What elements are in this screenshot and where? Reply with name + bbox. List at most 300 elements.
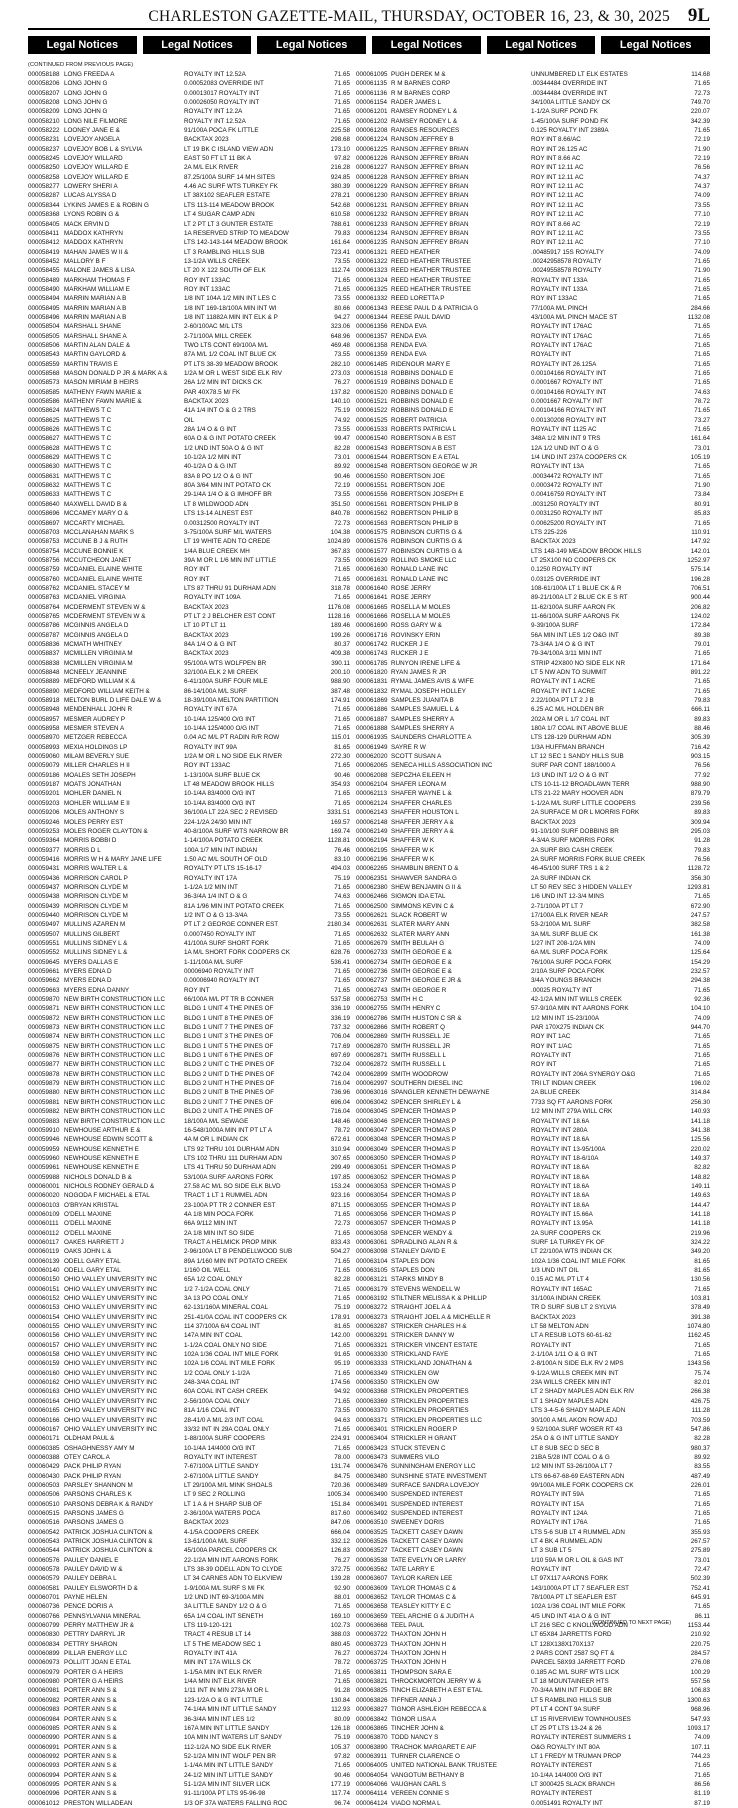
listing-amount: 161.64 xyxy=(330,239,350,247)
listing-row xyxy=(28,1135,350,1144)
listing-amount: 71.65 xyxy=(694,472,710,480)
listing-amount: 95.19 xyxy=(334,1360,350,1368)
listing-amount: 351.50 xyxy=(330,500,350,508)
listing-amount: 82.28 xyxy=(334,444,350,452)
listing-amount: 142.01 xyxy=(690,547,710,555)
listing-description: ROYALTY INT 176AC xyxy=(531,341,593,349)
listing-amount: 96.74 xyxy=(334,1799,350,1807)
listing-amount: 74.92 xyxy=(334,416,350,424)
listing-description: ROY INT 12.11 AC xyxy=(531,211,584,219)
listing-account: 000058405 xyxy=(28,220,60,228)
listing-amount: 105.37 xyxy=(330,1743,350,1751)
listing-account: 000060166 xyxy=(28,1416,60,1424)
listing-amount: 71.65 xyxy=(694,1603,710,1611)
listing-account: 000060736 xyxy=(28,1603,60,1611)
listing-description: ROYALTY INT xyxy=(531,351,572,359)
listing-amount: 73.55 xyxy=(334,911,350,919)
listing-amount: 72.73 xyxy=(334,519,350,527)
listing-account: 000060576 xyxy=(28,1556,60,1564)
listing-account: 000058504 xyxy=(28,323,60,331)
listing-account: 000060995 xyxy=(28,1780,60,1788)
listing-amount: 82.01 xyxy=(694,1379,710,1387)
listing-account: 000061135 xyxy=(356,80,388,88)
listing-amount: 71.65 xyxy=(694,1042,710,1050)
listing-row xyxy=(356,406,710,415)
listing-account: 000061226 xyxy=(356,155,388,163)
listing-account: 000060156 xyxy=(28,1332,60,1340)
listing-row xyxy=(356,528,710,537)
listing-description: 1-1/2A M/L SURF LITTLE COOPERS xyxy=(531,799,636,807)
listing-amount: 79.83 xyxy=(694,846,710,854)
listing-amount: 542.68 xyxy=(330,201,350,209)
listing-owner: MARTIN GAYLORD & xyxy=(64,351,127,359)
listing-account: 000058632 xyxy=(28,482,60,490)
listing-account: 000061518 xyxy=(356,370,388,377)
listing-owner: SMITH RUSSELL L xyxy=(391,1061,447,1069)
listing-account: 000062734 xyxy=(356,958,388,966)
listing-row xyxy=(28,1416,350,1425)
listing-account: 000059880 xyxy=(28,1089,60,1097)
listing-owner: LONG JOHN G xyxy=(64,89,108,97)
listing-row xyxy=(356,1677,710,1686)
listing-amount: 149.11 xyxy=(691,1182,710,1190)
listing-row xyxy=(28,1257,350,1266)
listing-amount: 1252.97 xyxy=(687,556,710,564)
listing-description: 167A MIN INT LITTLE SANDY xyxy=(184,1724,270,1732)
listing-owner: PORTER ANN S & xyxy=(64,1706,117,1714)
listing-amount: 149.63 xyxy=(690,1192,710,1200)
listing-row xyxy=(28,1359,350,1368)
listing-account: 000061743 xyxy=(356,650,388,658)
listing-amount: 275.89 xyxy=(690,1547,710,1555)
listing-owner: STILTNER MELISSA K & PHILLIP xyxy=(391,1295,487,1303)
listing-amount: 71.65 xyxy=(694,370,710,377)
listing-description: 0.0001667 ROYALTY INT xyxy=(531,379,603,387)
listing-row xyxy=(356,1004,710,1013)
listing-row xyxy=(28,948,350,957)
listing-account: 000058948 xyxy=(28,706,60,714)
listing-amount: 716.04 xyxy=(330,1080,350,1088)
listing-description: LT 20 X 122 SOUTH OF ELK xyxy=(184,267,266,275)
listing-row xyxy=(356,1546,710,1555)
listing-amount: 266.38 xyxy=(690,1388,710,1396)
listing-description: UNNUMBERED LT ELK ESTATES xyxy=(531,71,628,78)
listing-amount: 77.92 xyxy=(694,771,710,779)
listing-amount: 140.93 xyxy=(690,1108,710,1116)
listing-description: LT 9 SEC 2 ROLLING xyxy=(184,1491,246,1499)
listing-account: 000059910 xyxy=(28,1126,60,1134)
listing-account: 000061228 xyxy=(356,173,388,181)
listing-account: 000058754 xyxy=(28,547,60,555)
listing-amount: 1153.44 xyxy=(687,1622,710,1630)
listing-description: 24-1/2 MIN INT LITTLE SANDY xyxy=(184,1771,273,1779)
listing-amount: 80.37 xyxy=(334,640,350,648)
listing-amount: 71.65 xyxy=(334,1257,350,1265)
listing-owner: SMITH BEULAH G xyxy=(391,939,445,947)
listing-account: 000062380 xyxy=(356,883,388,891)
listing-description: 2A SURF INDIAN CK xyxy=(531,874,591,882)
masthead xyxy=(28,4,710,30)
listing-description: 11-66/100A SURF AARONS FK xyxy=(531,612,620,620)
listing-owner: VAUGHAN CARL S xyxy=(391,1780,446,1788)
listing-account: 000063121 xyxy=(356,1276,388,1284)
listing-owner: MASON DONALD P JR & MARK A & xyxy=(64,370,168,377)
listing-owner: SAMPLES JUANITA B xyxy=(391,697,454,705)
listing-account: 000063526 xyxy=(356,1537,388,1545)
listing-account: 000060993 xyxy=(28,1762,60,1770)
listing-owner: VANGOTUM BETHANY B xyxy=(391,1771,465,1779)
listing-description: 28-41/0 A M/L 2/3 INT COAL xyxy=(184,1416,264,1424)
listing-row xyxy=(28,930,350,939)
listing-amount: 720.36 xyxy=(330,1481,350,1489)
listing-amount: 71.65 xyxy=(334,1425,350,1433)
listing-row xyxy=(356,930,710,939)
listing-owner: ROBERTSON PHILIP B xyxy=(391,519,459,527)
listing-description: 102A 1/36 COAL INT MILE FORK xyxy=(531,1603,626,1611)
listing-row xyxy=(28,1444,350,1453)
listing-amount: 71.65 xyxy=(334,930,350,938)
listing-owner: SAMPLES SHERRY A xyxy=(391,715,455,723)
listing-description: ROYALTY INT 176AC xyxy=(531,332,593,340)
listing-row xyxy=(356,509,710,518)
listing-description: 4A M OR L INDIAN CK xyxy=(184,1136,249,1144)
listing-row xyxy=(356,1425,710,1434)
listing-amount: 71.65 xyxy=(694,127,710,135)
listing-amount: 900.44 xyxy=(690,594,710,602)
listing-amount: 115.01 xyxy=(331,734,350,742)
listing-account: 000060163 xyxy=(28,1388,60,1396)
listing-description: ROYALTY INT 15A xyxy=(531,1500,585,1508)
listing-owner: RANSON JEFFREY B xyxy=(391,136,454,144)
listing-amount: 104.38 xyxy=(330,528,350,536)
listing-account: 000063349 xyxy=(356,1369,388,1377)
listing-row xyxy=(356,238,710,247)
listing-description: ROYALTY INT 176A xyxy=(531,1519,588,1527)
listing-description: 10-1/4A 83/4000 O/G INT xyxy=(184,790,256,798)
listing-account: 000063609 xyxy=(356,1584,388,1592)
listing-description: PT LT 2 J BELCHER EST CONT xyxy=(184,612,276,620)
listing-description: 25A O & G INT LITTLE SANDY xyxy=(531,1435,619,1443)
listing-description: BACKTAX 2023 xyxy=(184,650,229,658)
listing-owner: PAYNE HELEN xyxy=(64,1594,108,1602)
listing-amount: 349.20 xyxy=(690,1248,710,1256)
listing-description: 1/4A BLUE CREEK MH xyxy=(184,547,250,555)
listing-amount: 92.36 xyxy=(694,996,710,1004)
listing-row xyxy=(28,220,350,229)
listing-amount: 189.46 xyxy=(330,622,350,630)
listing-row xyxy=(28,1574,350,1583)
listing-account: 000061233 xyxy=(356,220,388,228)
listing-account: 000061525 xyxy=(356,416,388,424)
listing-owner: REED HEATHER TRUSTEE xyxy=(391,276,471,284)
listing-amount: 372.75 xyxy=(330,1566,350,1573)
listing-row xyxy=(356,341,710,350)
listing-account: 000060160 xyxy=(28,1369,60,1377)
listing-description: TRI LT INDIAN CREEK xyxy=(531,1080,597,1088)
listing-owner: O'DELL MAXINE xyxy=(64,1220,112,1228)
listing-owner: ROBBINS DONALD E xyxy=(391,379,454,387)
listing-owner: LONG JOHN G xyxy=(64,80,108,88)
listing-description: LT 5 RAMBLING HILLS SUB xyxy=(531,1696,612,1704)
listing-account: 000063333 xyxy=(356,1360,388,1368)
continued-from-note: (CONTINUED FROM PREVIOUS PAGE) xyxy=(28,62,134,68)
listing-row xyxy=(28,248,350,257)
listing-description: ROYALTY INT 13A xyxy=(531,463,585,471)
listing-owner: MCDERMENT STEVEN W & xyxy=(64,612,146,620)
listing-owner: OSHAGHNESSY AMY M xyxy=(64,1444,135,1452)
listing-row xyxy=(28,668,350,677)
listing-amount: 73.01 xyxy=(694,444,710,452)
listing-account: 000061690 xyxy=(356,622,388,630)
listing-description: 4-3/4A SURF MORRIS FORK xyxy=(531,837,615,845)
listing-owner: ROBERTSON JOE xyxy=(391,482,445,490)
listing-row xyxy=(356,1191,710,1200)
listing-account: 000060117 xyxy=(28,1238,60,1246)
listing-amount: 73.55 xyxy=(334,426,350,434)
listing-amount: 141.18 xyxy=(690,1210,710,1218)
listing-row xyxy=(28,743,350,752)
listing-owner: MOLES ROGER CLAYTON & xyxy=(64,827,148,835)
listing-row xyxy=(356,640,710,649)
listing-account: 000058890 xyxy=(28,687,60,695)
listing-amount: 73.01 xyxy=(334,454,350,462)
listing-description: 0.00104166 ROYALTY INT xyxy=(531,388,607,396)
listing-row xyxy=(356,846,710,855)
listing-row xyxy=(356,733,710,742)
listing-description: 2A SURF MORRIS FORK BLUE CREEK xyxy=(531,855,646,863)
listing-description: 17/100A ELK RIVER NEAR xyxy=(531,911,609,919)
listing-account: 000059440 xyxy=(28,911,60,919)
listing-description: 10-1/4A 125/4000 O/G INT xyxy=(184,725,259,733)
listing-row xyxy=(356,1481,710,1490)
listing-row xyxy=(356,1275,710,1284)
listing-account: 000058207 xyxy=(28,89,60,97)
listing-amount: 71.65 xyxy=(334,883,350,891)
listing-description: 1-9/100A M/L SURF S MI FK xyxy=(184,1584,265,1592)
listing-owner: MOLES ANTHONY S xyxy=(64,809,125,817)
listing-amount: 880.45 xyxy=(330,1640,350,1648)
listing-description: 348A 1/2 MIN INT 9 TRS xyxy=(531,435,601,443)
listing-row xyxy=(28,902,350,911)
listing-account: 000059988 xyxy=(28,1173,60,1181)
listing-row xyxy=(356,771,710,780)
listing-amount: 706.51 xyxy=(690,584,710,592)
listing-owner: PORTER ANN S & xyxy=(64,1696,117,1704)
listing-amount: 71.65 xyxy=(694,323,710,331)
listing-account: 000060164 xyxy=(28,1397,60,1405)
listing-description: 2-56/100A COAL ONLY xyxy=(184,1397,250,1405)
continued-to-note: (CONTINUED TO NEXT PAGE) xyxy=(592,1620,672,1626)
listing-description: 39A M OR L 1/6 MIN INT LITTLE xyxy=(184,556,277,564)
listing-row xyxy=(356,285,710,294)
listing-account: 000058209 xyxy=(28,108,60,116)
listing-account: 000058245 xyxy=(28,155,60,163)
listing-owner: PARSONS DEBRA K & RANDY xyxy=(64,1500,154,1508)
listing-account: 000059551 xyxy=(28,939,60,947)
listing-row xyxy=(356,1126,710,1135)
listing-owner: SPANGLER KENNETH DEWAYNE xyxy=(391,1089,490,1097)
listing-description: TRACT 1 LT 1 RUMMEL ADN xyxy=(184,1192,268,1200)
listing-description: 100A 1/7 MIN INT INDIAN xyxy=(184,846,258,854)
listing-amount: 71.65 xyxy=(334,939,350,947)
listing-owner: MORRISON CLYDE M xyxy=(64,893,128,901)
listing-row xyxy=(356,1088,710,1097)
listing-row xyxy=(28,995,350,1004)
listing-owner: ROBERTSON PHILIP B xyxy=(391,500,459,508)
listing-row xyxy=(28,294,350,303)
listing-owner: TODD NANCY S xyxy=(391,1734,439,1742)
listing-amount: 82.82 xyxy=(694,1164,710,1172)
listing-row xyxy=(28,733,350,742)
listing-account: 000061716 xyxy=(356,631,388,639)
listing-description: 2A 1/8 MIN INT SO SIDE xyxy=(184,1229,255,1237)
listing-description: 60A O & G INT POTATO CREEK xyxy=(184,435,276,443)
listing-row xyxy=(28,1771,350,1780)
listing-row xyxy=(28,1182,350,1191)
listing-description: 108-61/100A LT 1 BLUE CK & R xyxy=(531,584,622,592)
listing-row xyxy=(356,1219,710,1228)
listing-owner: PATRICK JOSHUA CLINTON & xyxy=(64,1537,153,1545)
listing-row xyxy=(28,818,350,827)
listing-description: 248-3/4A COAL INT xyxy=(184,1379,240,1387)
listing-row xyxy=(356,519,710,528)
listing-description: 0.00625200 ROYALTY INT xyxy=(531,519,607,527)
listing-description: LTS 5-6 SUB LT 4 RUMMEL ADN xyxy=(531,1528,625,1536)
listing-amount: 75.19 xyxy=(334,1304,350,1312)
listing-description: .00249558578 ROYALTY xyxy=(531,267,602,275)
listing-description: ROY INT xyxy=(184,575,210,583)
listing-owner: NEW BIRTH CONSTRUCTION LLC xyxy=(64,996,165,1004)
listing-row xyxy=(28,1724,350,1733)
listing-account: 000063370 xyxy=(356,1407,388,1415)
listing-description: ROYALTY INT 13-95/100A xyxy=(531,1145,606,1153)
listing-account: 000063055 xyxy=(356,1201,388,1209)
listing-account: 000063652 xyxy=(356,1594,388,1602)
listing-row xyxy=(356,1444,710,1453)
listing-owner: MCNEELY JEANNINE xyxy=(64,669,127,676)
listing-row xyxy=(356,1658,710,1667)
listing-amount: 469.48 xyxy=(330,341,350,349)
listing-amount: 71.65 xyxy=(334,1397,350,1405)
listing-owner: LYKINS JAMES E & ROBIN G xyxy=(64,201,149,209)
listing-description: 0.04 AC M/L PT RADIN R/R ROW xyxy=(184,734,280,742)
listing-amount: 74.63 xyxy=(334,893,350,901)
listing-amount: 71.65 xyxy=(334,594,350,602)
listing-owner: SOUTHERN DIESEL INC xyxy=(391,1080,463,1088)
listing-account: 000063321 xyxy=(356,1341,388,1349)
listing-row xyxy=(28,210,350,219)
listing-amount: 284.66 xyxy=(690,304,710,312)
listing-account: 000058419 xyxy=(28,248,60,256)
listing-amount: 71.65 xyxy=(334,715,350,723)
listing-account: 000063049 xyxy=(356,1145,388,1153)
listing-owner: SUSPENDED INTEREST xyxy=(391,1500,464,1508)
listing-description: 3/4A YOUNGS BRANCH xyxy=(531,977,601,985)
listing-amount: 833.43 xyxy=(330,1238,350,1246)
listing-row xyxy=(356,1771,710,1780)
listing-description: 22-1/2A MIN INT AARONS FORK xyxy=(184,1556,279,1564)
listing-row xyxy=(28,350,350,359)
listing-owner: MAXWELL DAVID B & xyxy=(64,500,127,508)
listing-account: 000060510 xyxy=(28,1500,60,1508)
listing-description: 1/8 INT 11882A MIN INT ELK & P xyxy=(184,313,278,321)
listing-account: 000061631 xyxy=(356,575,388,583)
listing-description: ROY INT 12.11 AC xyxy=(531,164,584,172)
listing-amount: 71.65 xyxy=(694,1285,710,1293)
listing-owner: OHIO VALLEY UNIVERSITY INC xyxy=(64,1276,158,1284)
listing-amount: 81.19 xyxy=(694,1790,710,1798)
listing-owner: OHIO VALLEY UNIVERSITY INC xyxy=(64,1388,158,1396)
listing-account: 000059439 xyxy=(28,902,60,910)
listing-owner: MCDANIEL ELAINE WHITE xyxy=(64,566,143,574)
listing-row xyxy=(356,967,710,976)
listing-owner: OHIO VALLEY UNIVERSITY INC xyxy=(64,1379,158,1387)
listing-account: 000061227 xyxy=(356,164,388,172)
listing-row xyxy=(356,1472,710,1481)
listing-description: ROY INT 133AC xyxy=(184,276,231,284)
listing-row xyxy=(28,1565,350,1574)
listing-description: 1/10 59A M OR L OIL & GAS INT xyxy=(531,1556,624,1564)
listing-amount: 161.38 xyxy=(690,930,710,938)
listing-owner: TRACHOK MARGARET E AIF xyxy=(391,1743,477,1751)
listing-owner: RONALD LANE INC xyxy=(391,575,449,583)
listing-owner: RAMSEY RODNEY L & xyxy=(391,117,458,125)
listing-row xyxy=(356,743,710,752)
listing-description: ROY INT 26.125 AC xyxy=(531,145,588,153)
listing-row xyxy=(28,1098,350,1107)
listing-amount: 71.65 xyxy=(334,1678,350,1686)
listing-account: 000063330 xyxy=(356,1351,388,1359)
listing-amount: 309.94 xyxy=(690,818,710,826)
listing-description: ROY INT 133AC xyxy=(184,285,231,293)
listing-owner: STEVENS WENDELL W xyxy=(391,1285,461,1293)
listing-row xyxy=(28,1397,350,1406)
listing-amount: 267.57 xyxy=(690,1537,710,1545)
listing-amount: 76.27 xyxy=(334,1556,350,1564)
listing-account: 000060109 xyxy=(28,1210,60,1218)
listing-description: 2-96/100A LT B PENDELLWOOD SUB xyxy=(184,1248,293,1256)
listing-description: LT 1 SHADY MAPLES ADN xyxy=(531,1397,609,1405)
listing-description: 66A 9/112 MIN INT xyxy=(184,1220,238,1228)
listing-row xyxy=(356,1387,710,1396)
listing-amount: 89.92 xyxy=(334,463,350,471)
listing-amount: 284.57 xyxy=(690,1650,710,1658)
listing-row xyxy=(356,565,710,574)
listing-owner: OHIO VALLEY UNIVERSITY INC xyxy=(64,1416,158,1424)
listing-row xyxy=(28,79,350,88)
listing-owner: SPENCER THOMAS P xyxy=(391,1136,456,1144)
listing-owner: PENCE DORIS A xyxy=(64,1603,113,1611)
listing-row xyxy=(28,490,350,499)
listing-row xyxy=(356,1630,710,1639)
listing-description: LT 3000425 SLACK BRANCH xyxy=(531,1780,615,1788)
listing-description: BLDG 1 UNIT 5 THE PINES OF xyxy=(184,1042,274,1050)
listing-account: 000062755 xyxy=(356,1005,388,1013)
listing-row xyxy=(28,603,350,612)
listing-account: 000063527 xyxy=(356,1547,388,1555)
listing-amount: 716.04 xyxy=(330,1108,350,1116)
listing-account: 000063821 xyxy=(356,1678,388,1686)
listing-row xyxy=(356,1406,710,1415)
listing-account: 000062149 xyxy=(356,827,388,835)
listing-account: 000059946 xyxy=(28,1136,60,1144)
listing-description: 6.25 AC M/L HOLDEN BR xyxy=(531,706,604,714)
listing-owner: STRICKLAND JONATHAN & xyxy=(391,1360,473,1368)
listing-account: 000062736 xyxy=(356,968,388,975)
listing-owner: MALLORY B F xyxy=(64,257,106,265)
listing-description: ROYALTY INT 206A SYNERGY O&G xyxy=(531,1070,636,1078)
listing-row xyxy=(28,789,350,798)
